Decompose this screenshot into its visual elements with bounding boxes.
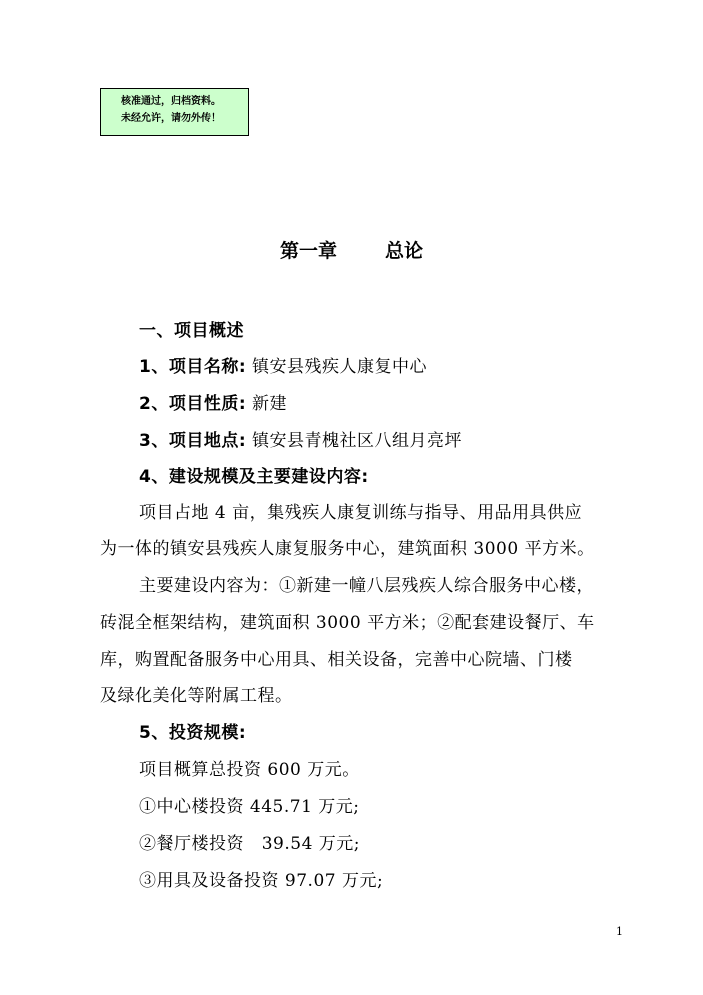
paragraph-line: 库，购置配备服务中心用具、相关设备，完善中心院墙、门楼 (100, 650, 573, 670)
item-value: 镇安县残疾人康复中心 (252, 357, 428, 377)
item-label: 1、项目名称: (139, 357, 247, 377)
investment-equipment: ③用具及设备投资 97.07 万元; (139, 871, 384, 891)
item-project-nature (139, 389, 287, 414)
paragraph-line: 主要建设内容为：①新建一幢八层残疾人综合服务中心楼， (139, 576, 594, 596)
investment-center: ①中心楼投资 445.71 万元; (139, 797, 360, 817)
approval-stamp (100, 88, 249, 136)
item-project-name (139, 352, 427, 377)
stamp-line-2: 未经允许，请勿外传！ (121, 113, 221, 124)
section-heading-overview: 一、项目概述 (139, 321, 244, 341)
chapter-title: 总论 (385, 240, 424, 262)
item-value: 镇安县青槐社区八组月亮坪 (252, 431, 463, 451)
paragraph-line: 砖混全框架结构，建筑面积 3000 平方米；②配套建设餐厅、车 (100, 613, 595, 633)
item-value: 新建 (252, 394, 288, 414)
investment-total: 项目概算总投资 600 万元。 (139, 760, 360, 780)
item-construction-scale: 4、建设规模及主要建设内容: (139, 467, 369, 487)
item-label: 3、项目地点: (139, 431, 247, 451)
item-investment-scale: 5、投资规模: (139, 723, 247, 743)
paragraph-line: 为一体的镇安县残疾人康复服务中心，建筑面积 3000 平方米。 (100, 539, 595, 559)
paragraph-line: 及绿化美化等附属工程。 (100, 686, 293, 706)
item-project-location (139, 426, 462, 451)
paragraph-line: 项目占地 4 亩，集残疾人康复训练与指导、用品用具供应 (139, 503, 583, 523)
chapter-heading (0, 236, 703, 263)
item-label: 2、项目性质: (139, 394, 247, 414)
investment-canteen: ②餐厅楼投资 39.54 万元; (139, 834, 361, 854)
page-number: 1 (616, 925, 623, 938)
stamp-line-1: 核准通过，归档资料。 (121, 96, 221, 107)
chapter-number: 第一章 (279, 240, 337, 262)
